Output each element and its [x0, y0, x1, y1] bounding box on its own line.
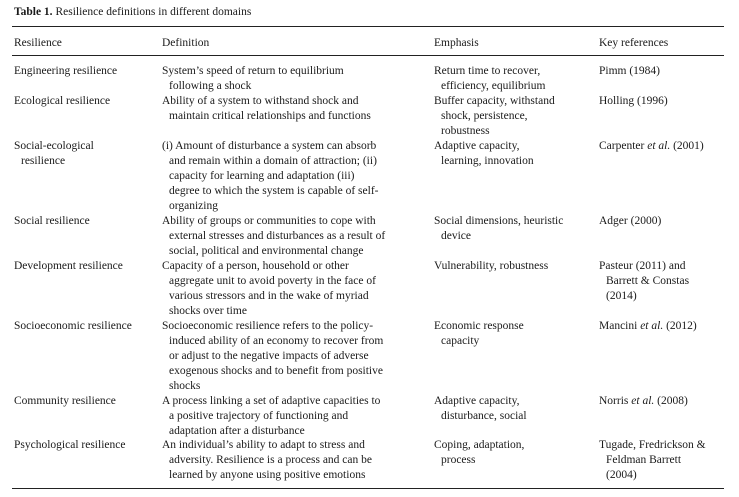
header-emphasis: Emphasis: [434, 37, 479, 49]
cell-line: Barrett & Constas: [606, 275, 690, 287]
cell-line: adversity. Resilience is a process and can be: [169, 454, 372, 466]
cell-resilience: Development resilience: [14, 260, 123, 272]
cell-line: Socioeconomic resilience refers to the policy-: [162, 320, 374, 332]
row-social-resilience: [14, 214, 90, 229]
cell-line: Ability of groups or communities to cope with: [162, 215, 376, 227]
cell-line: Tugade, Fredrickson &: [599, 439, 706, 451]
reference-et-al: et al.: [631, 395, 655, 407]
cell-line: capacity for learning and adaptation (iii): [169, 170, 355, 182]
reference-et-al: et al.: [647, 140, 671, 152]
row-engineering-resilience: [14, 64, 117, 79]
cell-definition: [162, 319, 383, 394]
reference-year: (2008): [657, 395, 688, 407]
header-key-references: Key references: [599, 37, 669, 49]
table-top-rule: [12, 26, 724, 27]
cell-references: [599, 319, 697, 334]
cell-line: [599, 394, 688, 409]
cell-emphasis: [434, 394, 527, 424]
cell-line: efficiency, equilibrium: [441, 80, 546, 92]
cell-resilience: Social resilience: [14, 215, 90, 227]
reference-et-al: et al.: [640, 320, 664, 332]
cell-line: disturbance, social: [441, 410, 527, 422]
cell-line: Capacity of a person, household or other: [162, 260, 349, 272]
cell-references: [599, 259, 689, 304]
cell-line: Pasteur (2011) and: [599, 260, 686, 272]
cell-line: Adaptive capacity,: [434, 395, 520, 407]
cell-line: degree to which the system is capable of self-: [169, 185, 379, 197]
reference-year: (2001): [673, 140, 704, 152]
cell-line: Adaptive capacity,: [434, 140, 520, 152]
cell-definition: [162, 214, 385, 259]
cell-line: or adjust to the negative impacts of adverse: [169, 350, 369, 362]
cell-line: various stressors and in the wake of myriad: [169, 290, 369, 302]
cell-line: device: [441, 230, 472, 242]
cell-line: Ability of a system to withstand shock and: [162, 95, 359, 107]
cell-emphasis: [434, 94, 555, 139]
cell-line: Holling (1996): [599, 95, 668, 107]
cell-resilience: Community resilience: [14, 395, 116, 407]
cell-line: external stresses and disturbances as a result of: [169, 230, 386, 242]
cell-definition: [162, 64, 344, 94]
row-social-ecological-resilience: [14, 139, 94, 169]
cell-resilience: Psychological resilience: [14, 439, 126, 451]
cell-line: (i) Amount of disturbance a system can absorb: [162, 140, 377, 152]
cell-resilience: Social-ecological: [14, 140, 94, 152]
cell-emphasis: [434, 259, 548, 274]
row-ecological-resilience: [14, 94, 110, 109]
cell-line: (2014): [606, 290, 637, 302]
cell-line: maintain critical relationships and functions: [169, 110, 371, 122]
cell-line: shocks over time: [169, 305, 247, 317]
cell-line: Buffer capacity, withstand: [434, 95, 555, 107]
cell-line: process: [441, 454, 476, 466]
cell-line: shocks: [169, 380, 201, 392]
header-resilience: Resilience: [14, 37, 62, 49]
cell-definition: [162, 259, 376, 319]
cell-line: learned by anyone using positive emotions: [169, 469, 366, 481]
cell-references: [599, 394, 688, 409]
cell-resilience: Ecological resilience: [14, 95, 111, 107]
cell-line: learning, innovation: [441, 155, 534, 167]
cell-resilience: Engineering resilience: [14, 65, 118, 77]
cell-line: A process linking a set of adaptive capacities to: [162, 395, 381, 407]
cell-emphasis: [434, 438, 524, 468]
reference-author: Carpenter: [599, 140, 645, 152]
cell-line: aggregate unit to avoid poverty in the face of: [169, 275, 376, 287]
cell-line: Return time to recover,: [434, 65, 541, 77]
cell-resilience: resilience: [21, 155, 66, 167]
cell-line: induced ability of an economy to recover from: [169, 335, 384, 347]
cell-line: [599, 139, 704, 154]
table-header-rule: [12, 55, 724, 56]
cell-references: [599, 214, 661, 229]
cell-emphasis: [434, 64, 545, 94]
cell-references: [599, 438, 706, 483]
cell-line: [599, 319, 697, 334]
cell-line: Social dimensions, heuristic: [434, 215, 564, 227]
cell-line: social, political and environmental change: [169, 245, 364, 257]
table-caption-text: Resilience definitions in different domains: [55, 6, 252, 18]
cell-line: System’s speed of return to equilibrium: [162, 65, 344, 77]
cell-line: (2004): [606, 469, 637, 481]
cell-line: Vulnerability, robustness: [434, 260, 549, 272]
cell-emphasis: [434, 139, 534, 169]
cell-line: adaptation after a disturbance: [169, 425, 305, 437]
reference-author: Norris: [599, 395, 629, 407]
cell-line: a positive trajectory of functioning and: [169, 410, 349, 422]
reference-author: Mancini: [599, 320, 638, 332]
cell-line: organizing: [169, 200, 218, 212]
cell-line: shock, persistence,: [441, 110, 528, 122]
cell-line: following a shock: [169, 80, 252, 92]
row-development-resilience: [14, 259, 123, 274]
row-socioeconomic-resilience: [14, 319, 132, 334]
cell-line: Adger (2000): [599, 215, 662, 227]
cell-references: [599, 94, 668, 109]
cell-line: An individual’s ability to adapt to stress and: [162, 439, 365, 451]
row-community-resilience: [14, 394, 116, 409]
cell-definition: [162, 438, 372, 483]
cell-line: Feldman Barrett: [606, 454, 682, 466]
cell-resilience: Socioeconomic resilience: [14, 320, 132, 332]
cell-definition: [162, 94, 371, 124]
cell-definition: [162, 394, 380, 439]
cell-line: Pimm (1984): [599, 65, 661, 77]
cell-line: Economic response: [434, 320, 524, 332]
table-caption-label: Table 1.: [14, 6, 53, 18]
table-caption: [14, 6, 251, 18]
table-bottom-rule: [12, 488, 724, 489]
cell-definition: [162, 139, 378, 214]
cell-line: robustness: [441, 125, 490, 137]
cell-emphasis: [434, 319, 524, 349]
reference-year: (2012): [666, 320, 697, 332]
header-definition: Definition: [162, 37, 210, 49]
cell-line: capacity: [441, 335, 480, 347]
cell-line: and remain within a domain of attraction; (ii): [169, 155, 377, 167]
cell-emphasis: [434, 214, 563, 244]
cell-references: [599, 139, 704, 154]
row-psychological-resilience: [14, 438, 125, 453]
cell-line: exogenous shocks and to benefit from positive: [169, 365, 383, 377]
cell-references: [599, 64, 660, 79]
cell-line: Coping, adaptation,: [434, 439, 525, 451]
